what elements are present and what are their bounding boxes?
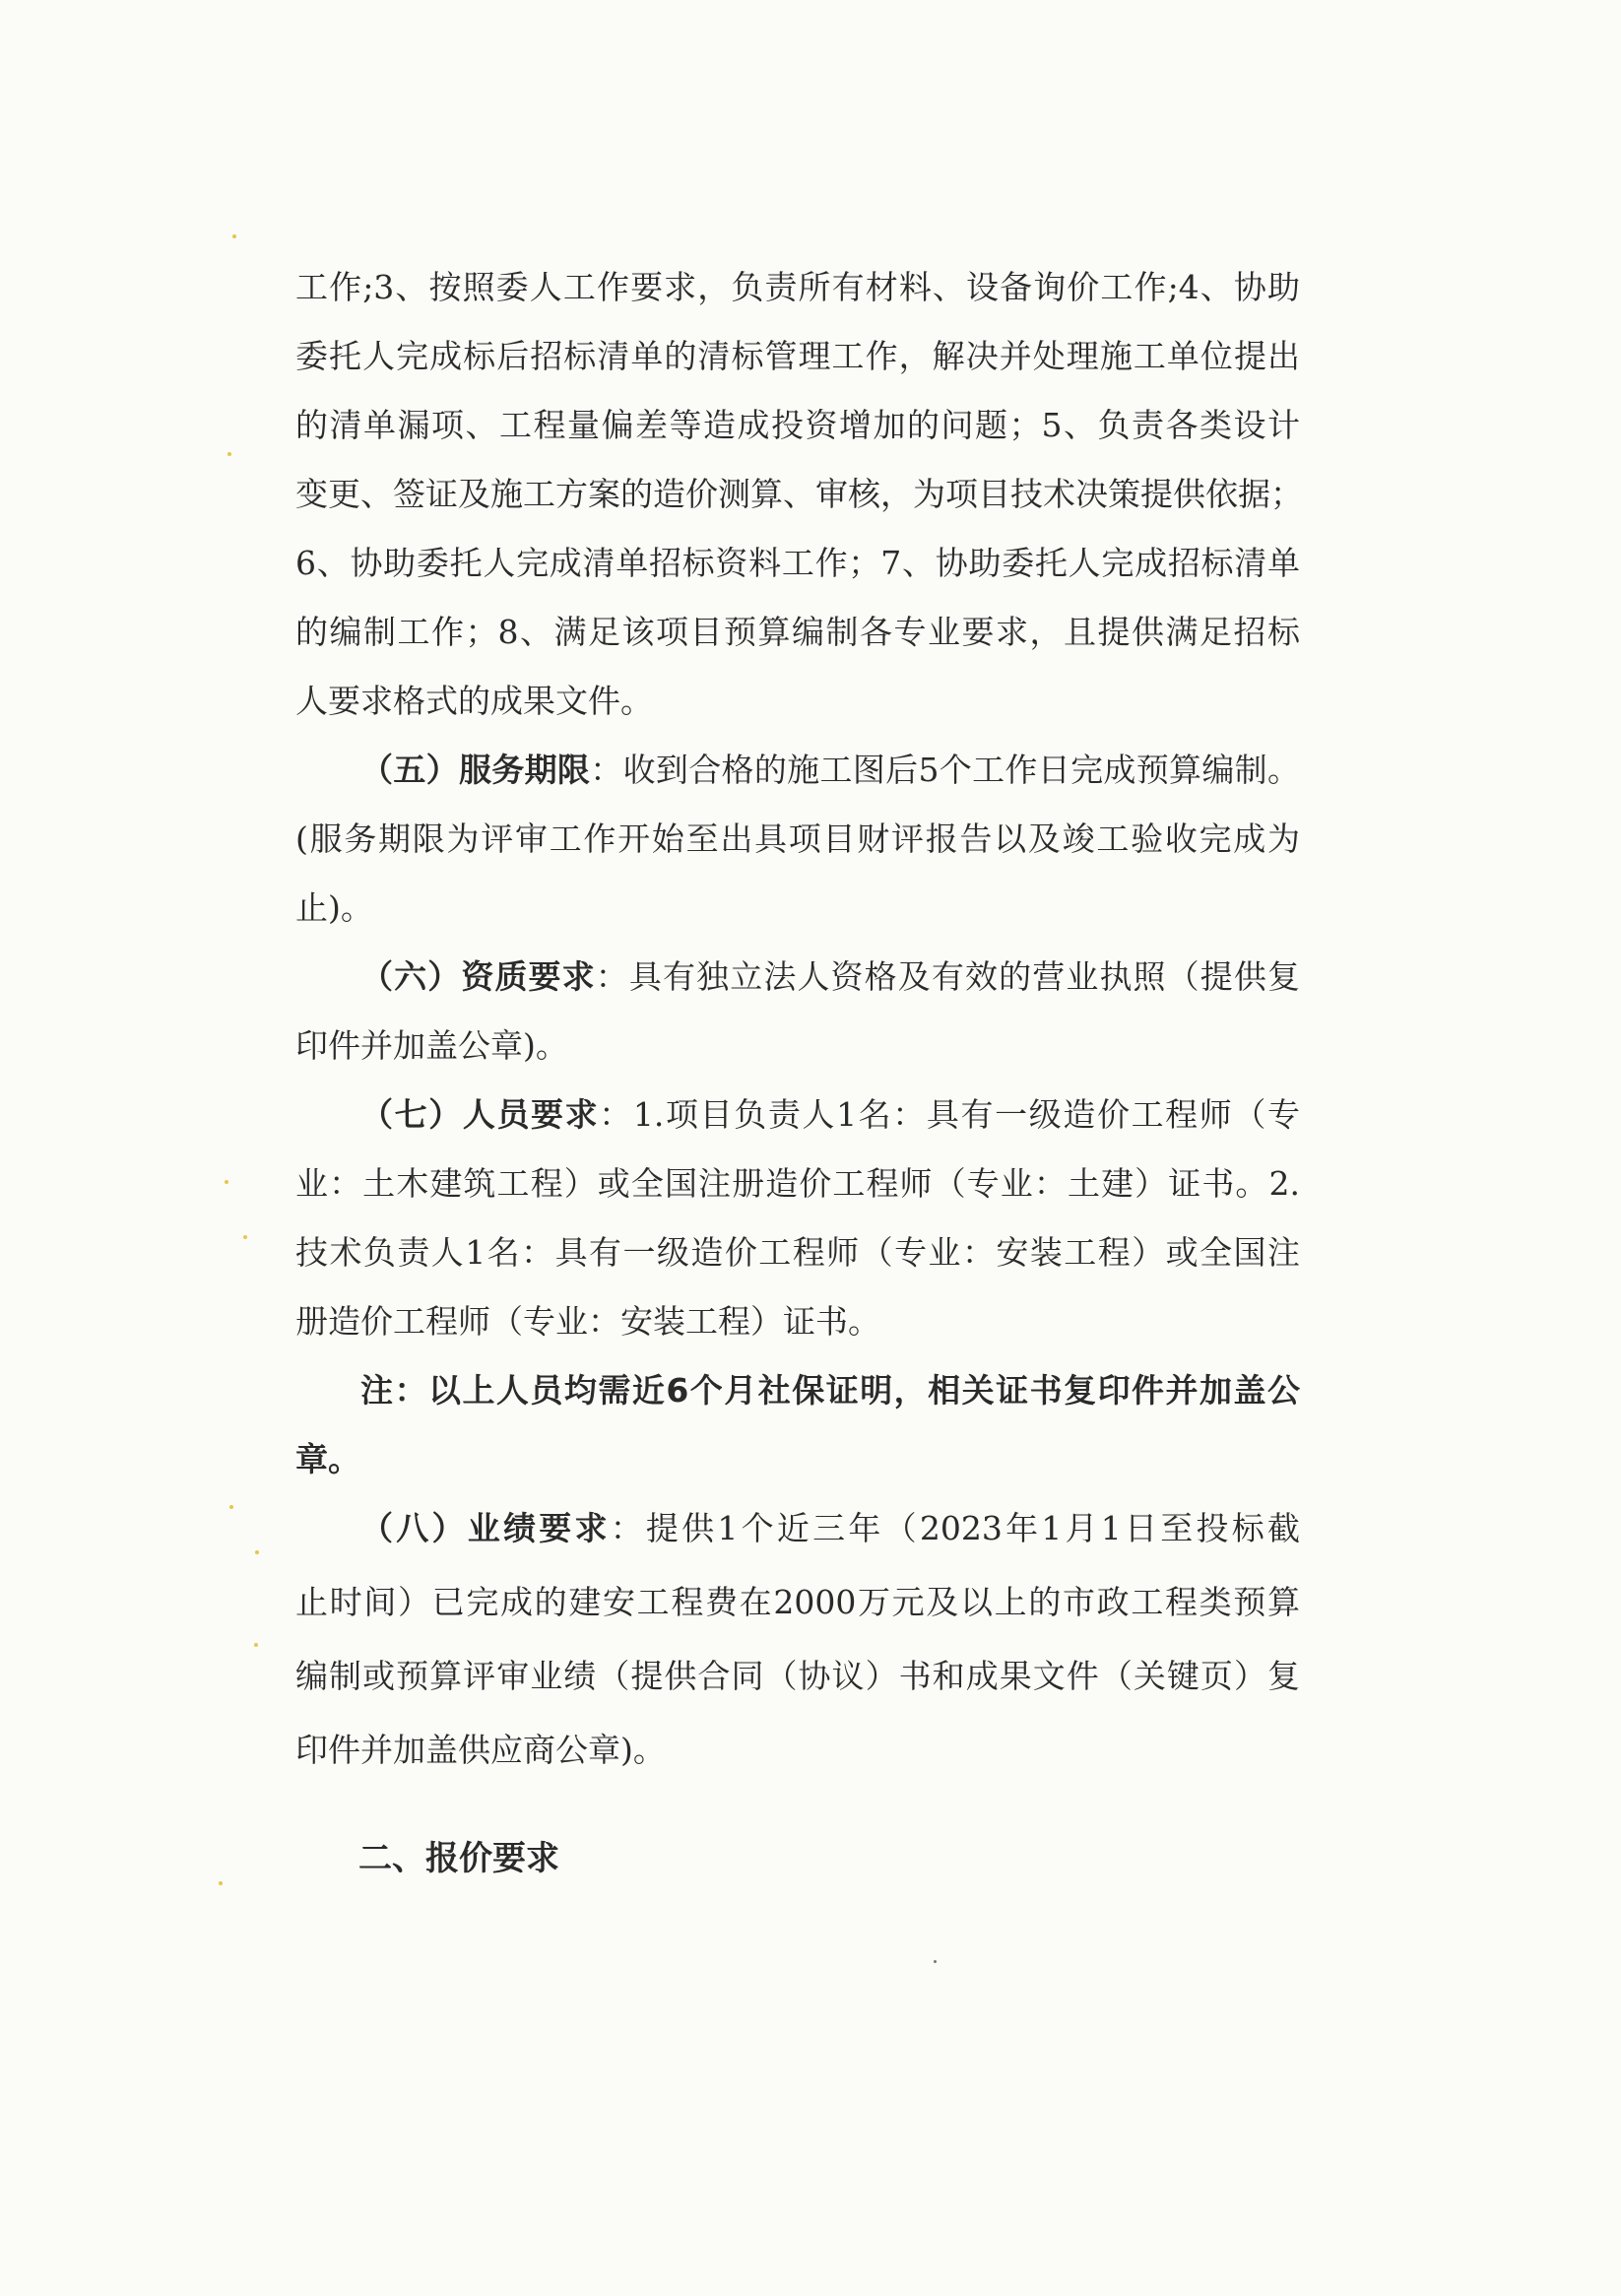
text-line: 工作;3、按照委人工作要求，负责所有材料、设备询价工作;4、协助 bbox=[295, 268, 1300, 306]
scan-speck bbox=[254, 1643, 258, 1647]
scan-speck bbox=[219, 1881, 223, 1885]
service-period-text: ：收到合格的施工图后5个工作日完成预算编制。 bbox=[590, 751, 1300, 789]
text-line: 人要求格式的成果文件。 bbox=[295, 682, 653, 720]
scan-speck bbox=[229, 1505, 233, 1509]
personnel-label: （七）人员要求 bbox=[360, 1095, 600, 1134]
qualification-label: （六）资质要求 bbox=[360, 957, 596, 996]
text-line: 的编制工作；8、满足该项目预算编制各专业要求，且提供满足招标 bbox=[295, 613, 1300, 651]
text-line bbox=[295, 751, 1300, 790]
scan-speck bbox=[227, 452, 231, 456]
text-line: 册造价工程师（专业：安装工程）证书。 bbox=[295, 1302, 880, 1341]
scan-speck bbox=[225, 1180, 228, 1184]
scan-speck bbox=[243, 1235, 247, 1239]
text-line: 印件并加盖供应商公章)。 bbox=[295, 1731, 666, 1769]
text-line: 业：土木建筑工程）或全国注册造价工程师（专业：土建）证书。2. bbox=[295, 1164, 1300, 1203]
text-line: 的清单漏项、工程量偏差等造成投资增加的问题；5、负责各类设计 bbox=[295, 406, 1300, 444]
text-line: 委托人完成标后招标清单的清标管理工作，解决并处理施工单位提出 bbox=[295, 337, 1300, 375]
scan-speck bbox=[255, 1550, 259, 1554]
performance-text: ：提供1个近三年（2023年1月1日至投标截 bbox=[610, 1509, 1300, 1547]
scan-speck bbox=[232, 234, 236, 238]
section-heading: 二、报价要求 bbox=[358, 1839, 559, 1878]
text-line: 6、协助委托人完成清单招标资料工作；7、协助委托人完成招标清单 bbox=[295, 544, 1300, 582]
text-line bbox=[295, 957, 1300, 997]
text-line: (服务期限为评审工作开始至出具项目财评报告以及竣工验收完成为 bbox=[295, 820, 1300, 858]
qualification-text: ：具有独立法人资格及有效的营业执照（提供复 bbox=[595, 957, 1301, 996]
text-line: 止时间）已完成的建安工程费在2000万元及以上的市政工程类预算 bbox=[295, 1583, 1300, 1621]
note-line: 注：以上人员均需近6个月社保证明，相关证书复印件并加盖公 bbox=[360, 1371, 1300, 1410]
service-period-label: （五）服务期限 bbox=[360, 751, 591, 789]
text-line bbox=[295, 1095, 1300, 1135]
note-line: 章。 bbox=[295, 1440, 360, 1478]
text-line bbox=[295, 1509, 1300, 1548]
scan-speck bbox=[934, 1960, 937, 1963]
text-line: 印件并加盖公章)。 bbox=[295, 1026, 568, 1065]
performance-label: （八）业绩要求 bbox=[360, 1509, 611, 1547]
text-line: 止)。 bbox=[295, 888, 373, 927]
text-line: 编制或预算评审业绩（提供合同（协议）书和成果文件（关键页）复 bbox=[295, 1657, 1300, 1695]
text-line: 技术负责人1名：具有一级造价工程师（专业：安装工程）或全国注 bbox=[295, 1233, 1300, 1272]
text-line: 变更、签证及施工方案的造价测算、审核，为项目技术决策提供依据； bbox=[295, 475, 1303, 513]
personnel-text: ：1.项目负责人1名：具有一级造价工程师（专 bbox=[599, 1095, 1301, 1134]
